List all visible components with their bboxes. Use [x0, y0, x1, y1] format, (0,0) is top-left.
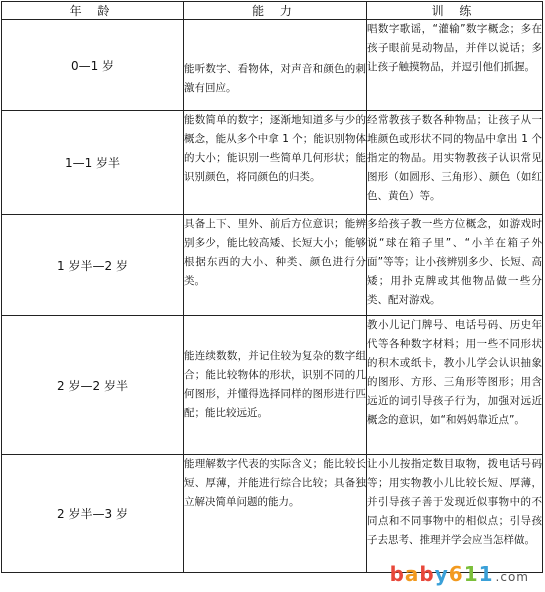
table-header-row: [2, 2, 543, 20]
training-cell: 经常教孩子数各种物品；让孩子从一堆颜色或形状不同的物品中拿出 1 个指定的物品。用实物教孩子认识常见图形（如圆形、三角形）、颜色（如红色、黄色）等。: [367, 111, 543, 215]
table-row: [2, 111, 543, 215]
ability-cell: 能数简单的数字；逐渐地知道多与少的概念，能从多个中拿 1 个；能识别物体的大小；能识别一些简单几何形状；能识别颜色，将同颜色的归类。: [184, 111, 367, 215]
age-cell: 1 岁半—2 岁: [2, 215, 184, 316]
table-row: [2, 20, 543, 111]
header-ability: 能 力: [184, 2, 367, 20]
training-cell: 多给孩子教一些方位概念，如游戏时说“球在箱子里”、“小羊在箱子外面”等等；让小孩辨别多少、长短、高矮；用扑克牌或其他物品做一些分类、配对游戏。: [367, 215, 543, 316]
training-cell: 唱数字歌谣，“灌输”数字概念；多在孩子眼前晃动物品，并伴以说话；多让孩子触摸物品，并逗引他们抓握。: [367, 20, 543, 111]
header-training: 训 练: [367, 2, 543, 20]
age-cell: 0—1 岁: [2, 20, 184, 111]
training-cell: 让小儿按指定数目取物，拨电话号码等；用实物教小儿比较长短、厚薄，并引导孩子善于发现近似事物中的不同点和不同事物中的相似点；引导孩子去思考、推理并学会应当怎样做。: [367, 455, 543, 573]
training-cell: 教小儿记门牌号、电话号码、历史年代等各种数字材料；用一些不同形状的积木或纸卡，教小儿学会认识抽象的图形、方形、三角形等图形；用含远近的词引导孩子行为，加强对远近概念的意识，如“和妈妈靠近点”。: [367, 316, 543, 455]
site-watermark: baby611 .com: [389, 562, 529, 586]
ability-cell: 具备上下、里外、前后方位意识；能辨别多少，能比较高矮、长短大小；能够根据东西的大小、种类、颜色进行分类。: [184, 215, 367, 316]
table-row: [2, 455, 543, 573]
age-cell: 2 岁—2 岁半: [2, 316, 184, 455]
table-row: [2, 215, 543, 316]
age-cell: 1—1 岁半: [2, 111, 184, 215]
ability-cell: 能听数字、看物体，对声音和颜色的刺激有回应。: [184, 20, 367, 111]
age-cell: 2 岁半—3 岁: [2, 455, 184, 573]
header-age: 年 龄: [2, 2, 184, 20]
ability-cell: 能连续数数，并记住较为复杂的数字组合；能比较物体的形状，识别不同的几何图形，并懂得选择同样的图形进行匹配；能比较远近。: [184, 316, 367, 455]
development-table: [1, 1, 543, 573]
table-row: [2, 316, 543, 455]
ability-cell: 能理解数字代表的实际含义；能比较长短、厚薄，并能进行综合比较；具备独立解决简单问题的能力。: [184, 455, 367, 573]
